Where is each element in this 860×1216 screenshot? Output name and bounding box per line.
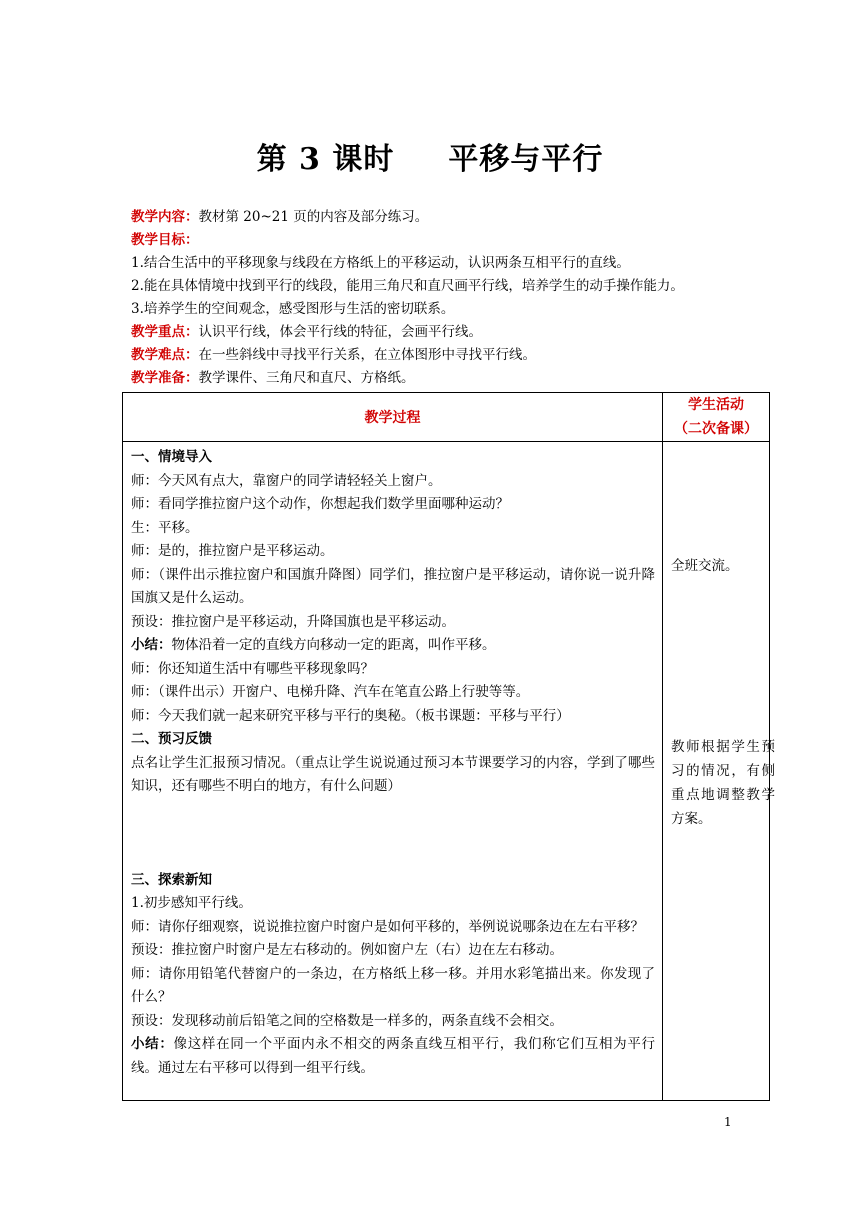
dialogue-line: 师：今天风有点大，靠窗户的同学请轻轻关上窗户。 xyxy=(131,472,442,489)
teaching-content: 教学内容：教材第 20~21 页的内容及部分练习。 xyxy=(131,209,429,225)
section-3-title: 三、探索新知 xyxy=(131,871,212,888)
dialogue-line: 师：请你仔细观察，说说推拉窗户时窗户是如何平移的，举例说说哪条边在左右平移？ xyxy=(131,918,644,935)
goal-1: 1.结合生活中的平移现象与线段在方格纸上的平移运动，认识两条互相平行的直线。 xyxy=(131,255,630,271)
goal-3: 3.培养学生的空间观念，感受图形与生活的密切联系。 xyxy=(131,301,455,317)
dialogue-line: 师：今天我们就一起来研究平移与平行的奥秘。（板书课题：平移与平行） xyxy=(131,707,570,724)
lesson-process-table xyxy=(122,392,775,1101)
table-header-row xyxy=(123,393,770,442)
dialogue-line: 师：请你用铅笔代替窗户的一条边，在方格纸上移一移。并用水彩笔描出来。你发现了什么？ xyxy=(131,965,655,1005)
student-activity-cell xyxy=(663,442,775,1101)
section-2-title: 二、预习反馈 xyxy=(131,731,212,747)
teaching-preparation: 教学准备：教学课件、三角尺和直尺、方格纸。 xyxy=(131,370,415,386)
lesson-intro xyxy=(131,206,781,390)
page-number: 1 xyxy=(724,1115,732,1129)
dialogue-line: 师：你还知道生活中有哪些平移现象吗？ xyxy=(131,660,374,677)
teaching-goals-label: 教学目标： xyxy=(131,232,199,248)
header-teaching-process: 教学过程 xyxy=(123,393,663,442)
teaching-process-cell xyxy=(123,442,663,1101)
dialogue-line: 预设：推拉窗户时窗户是左右移动的。例如窗户左（右）边在左右移动。 xyxy=(131,942,563,958)
header-student-activity: 学生活动 （二次备课） xyxy=(663,393,770,442)
dialogue-line: 师：看同学推拉窗户这个动作，你想起我们数学里面哪种运动？ xyxy=(131,496,509,512)
dialogue-line: 1.初步感知平行线。 xyxy=(131,895,252,911)
blank-space xyxy=(131,799,655,869)
table-body-row xyxy=(123,442,770,1101)
lesson-topic: 平移与平行 xyxy=(448,142,604,177)
dialogue-line: 师：是的，推拉窗户是平移运动。 xyxy=(131,543,334,559)
dialogue-line: 师：（课件出示推拉窗户和国旗升降图）同学们，推拉窗户是平移运动，请你说一说升降国旗又是什么运动。 xyxy=(131,566,655,606)
dialogue-line: 生：平移。 xyxy=(131,519,199,536)
lesson-number: 第 3 课时 xyxy=(256,142,395,177)
activity-note-2: 教师根据学生预习的情况，有侧重点地调整教学方案。 xyxy=(671,739,775,827)
summary-line: 小结：像这样在同一个平面内永不相交的两条直线互相平行，我们称它们互相为平行线。通过左右平移可以得到一组平行线。 xyxy=(131,1036,656,1076)
page-title xyxy=(0,134,860,178)
dialogue-line: 点名让学生汇报预习情况。（重点让学生说说通过预习本节课要学习的内容，学到了哪些知识，还有哪些不明白的地方，有什么问题） xyxy=(131,754,655,794)
difficult-points: 教学难点：在一些斜线中寻找平行关系，在立体图形中寻找平行线。 xyxy=(131,347,536,363)
dialogue-line: 预设：发现移动前后铅笔之间的空格数是一样多的，两条直线不会相交。 xyxy=(131,1012,563,1029)
summary-line: 小结：物体沿着一定的直线方向移动一定的距离，叫作平移。 xyxy=(131,637,496,653)
dialogue-line: 预设：推拉窗户是平移运动，升降国旗也是平移运动。 xyxy=(131,613,455,630)
goal-2: 2.能在具体情境中找到平行的线段，能用三角尺和直尺画平行线，培养学生的动手操作能力。 xyxy=(131,278,684,294)
key-points: 教学重点：认识平行线，体会平行线的特征，会画平行线。 xyxy=(131,324,482,340)
activity-note-1: 全班交流。 xyxy=(671,558,739,574)
dialogue-line: 师：（课件出示）开窗户、电梯升降、汽车在笔直公路上行驶等等。 xyxy=(131,684,530,700)
section-1-title: 一、情境导入 xyxy=(131,449,212,465)
